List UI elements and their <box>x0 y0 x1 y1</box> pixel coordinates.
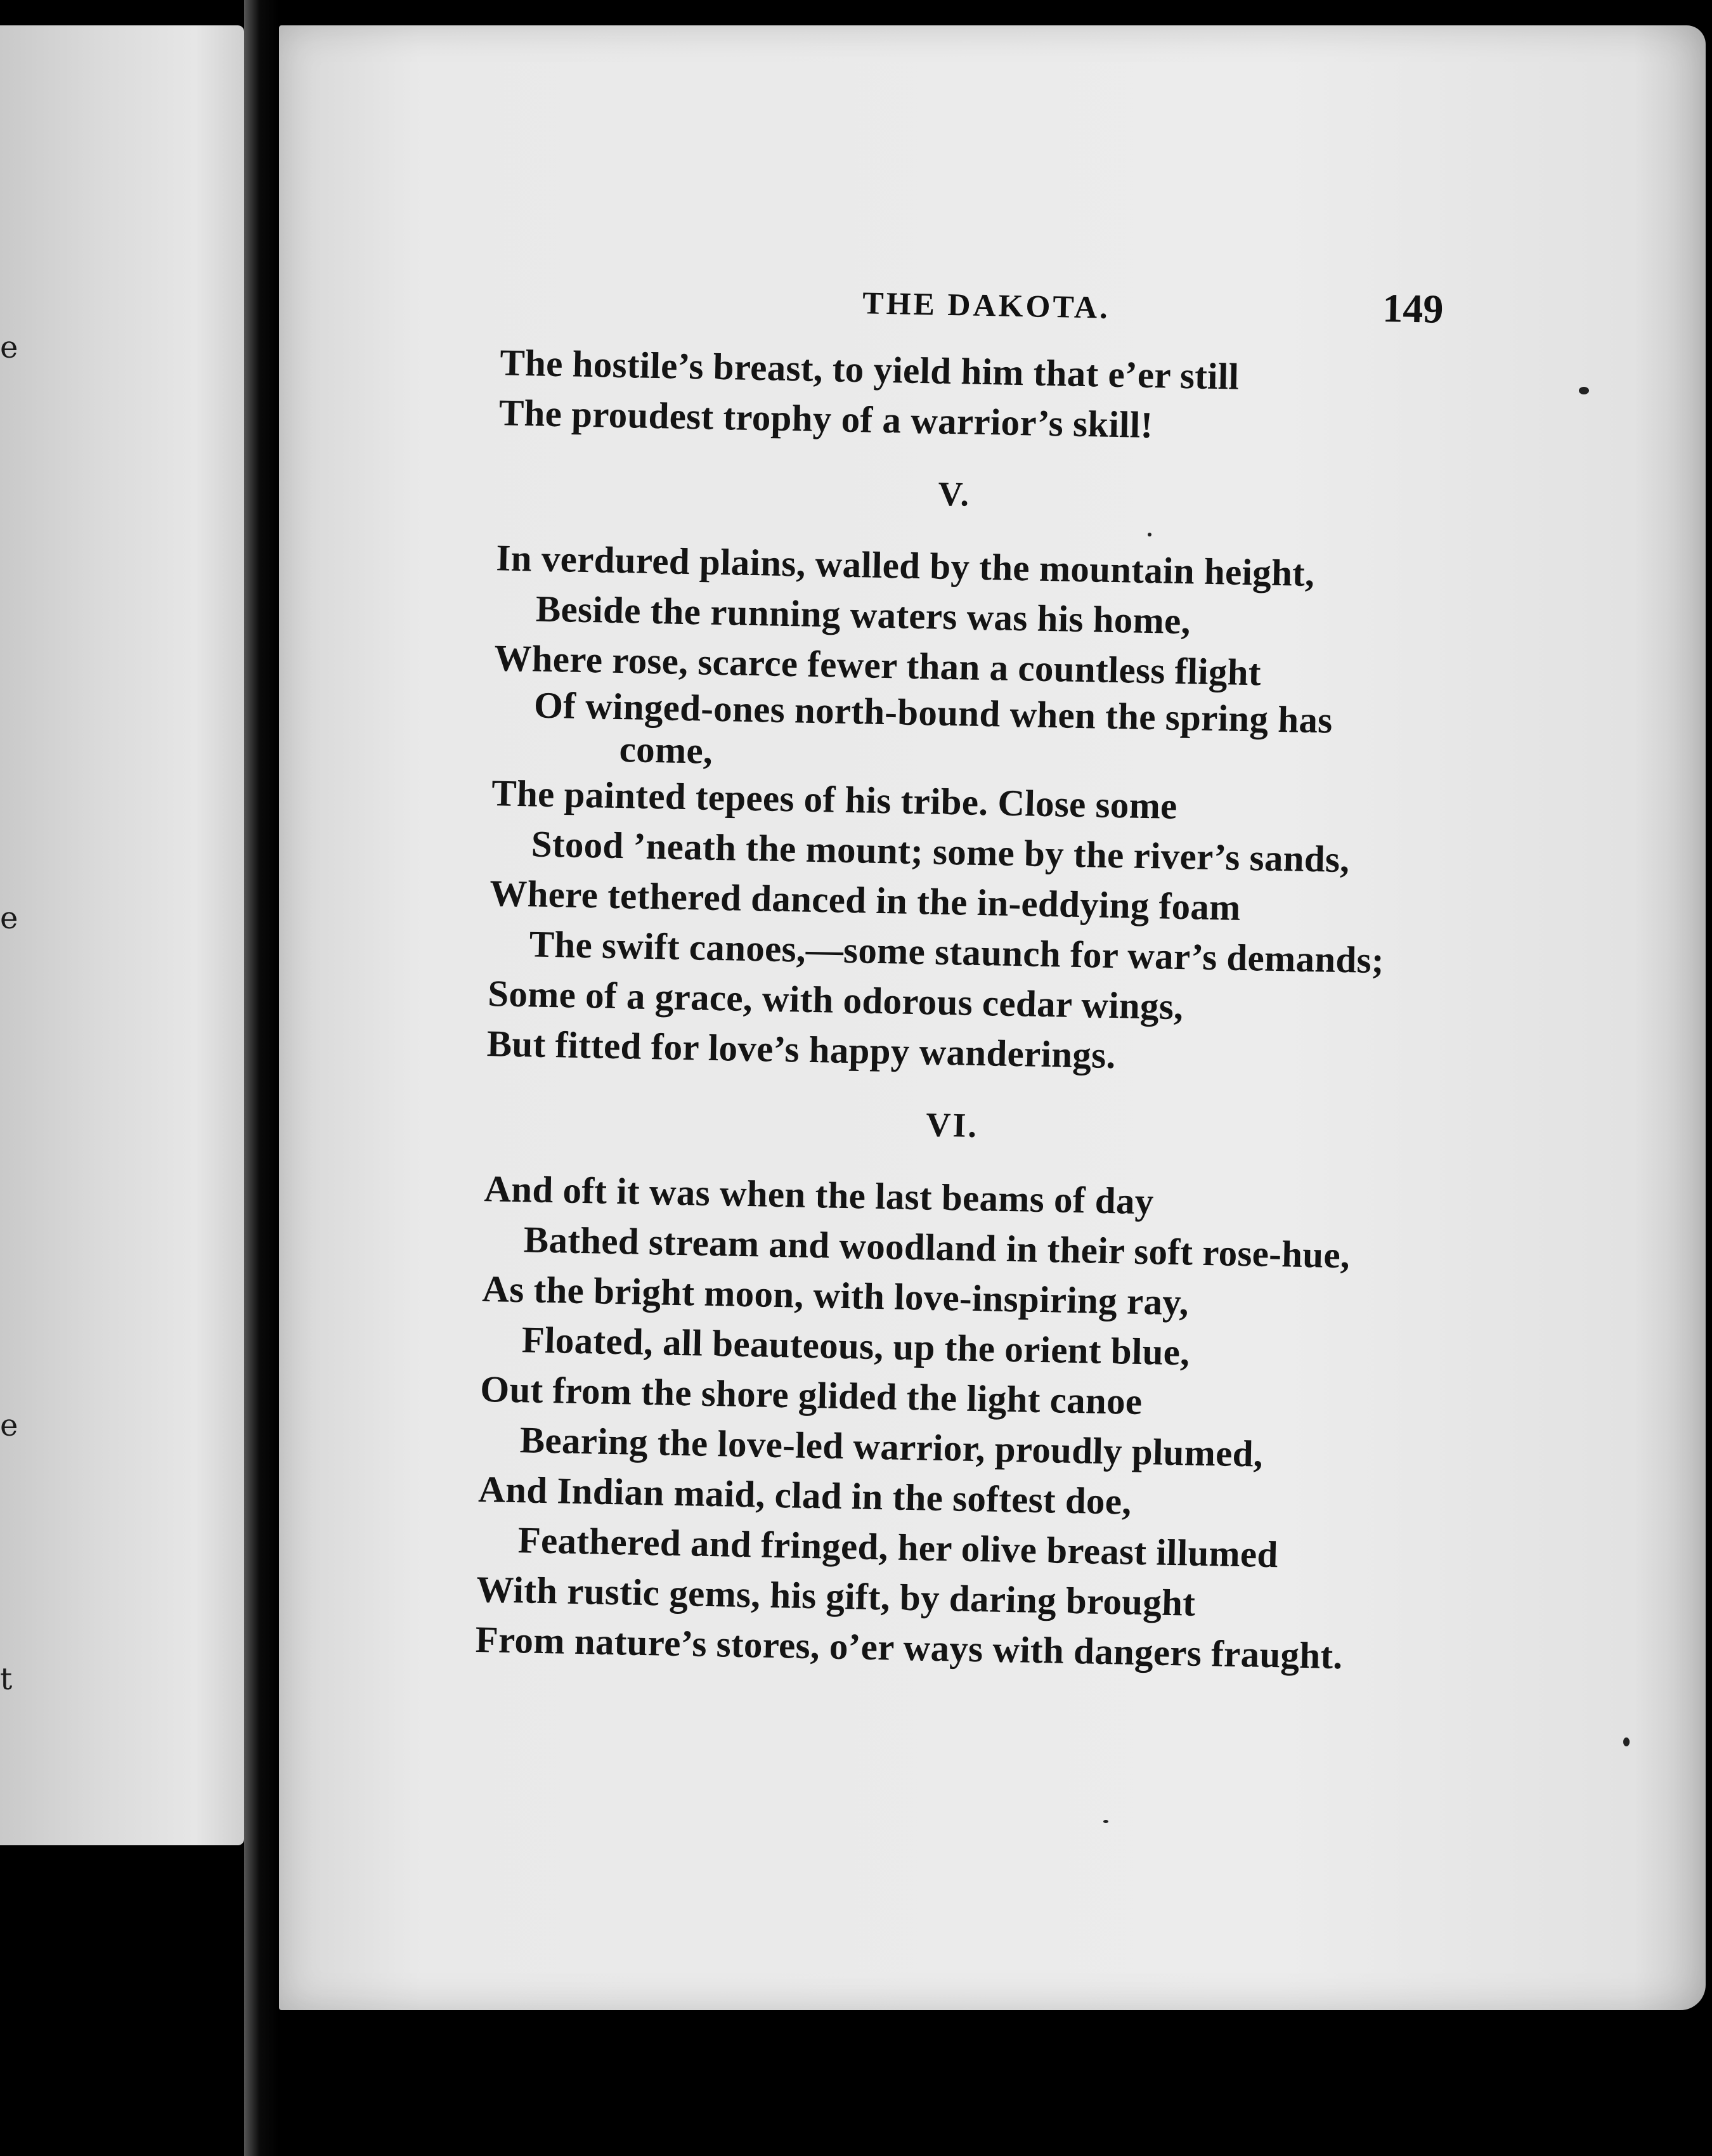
verse-line: Beside the running waters was his home, <box>535 587 1191 642</box>
verse-line: And Indian maid, clad in the softest doe, <box>477 1467 1132 1523</box>
verse-line: As the bright moon, with love-inspiring ray, <box>481 1268 1190 1323</box>
stanza-number: VI. <box>925 1105 979 1145</box>
stanza-number: V. <box>938 474 971 514</box>
previous-page-edge <box>0 25 244 1845</box>
left-page-fragment: e <box>0 900 18 936</box>
verse-line: From nature’s stores, o’er ways with dangers fraught. <box>475 1618 1344 1677</box>
verse-line: The proudest trophy of a warrior’s skill! <box>498 391 1154 446</box>
poem-text <box>475 337 1616 1685</box>
book-page <box>279 25 1706 2010</box>
page-content <box>259 13 1712 2025</box>
verse-line: But fitted for love’s happy wanderings. <box>486 1022 1117 1077</box>
scan-speck <box>1623 1737 1630 1746</box>
verse-line: In verdured plains, walled by the mountain height, <box>495 536 1315 595</box>
scan-speck <box>1579 387 1589 394</box>
scan-speck <box>1148 533 1151 536</box>
verse-line: Of winged-ones north-bound when the spring has <box>533 684 1333 741</box>
verse-line: Bearing the love-led warrior, proudly plumed, <box>519 1419 1264 1475</box>
left-page-fragment: e <box>0 1408 18 1443</box>
verse-line: Stood ’neath the mount; some by the river’s sands, <box>531 822 1350 881</box>
verse-line: Feathered and fringed, her olive breast illumed <box>517 1519 1279 1576</box>
left-page-fragment: e <box>0 330 18 365</box>
left-page-fragment: t <box>0 1661 13 1697</box>
verse-line: The hostile’s breast, to yield him that e’er still <box>499 341 1240 398</box>
verse-line: And oft it was when the last beams of day <box>483 1167 1155 1223</box>
verse-line: Where tethered danced in the in-eddying foam <box>489 872 1242 928</box>
verse-line: Some of a grace, with odorous cedar wings, <box>487 972 1184 1028</box>
verse-line: The painted tepees of his tribe. Close some <box>491 772 1178 827</box>
verse-line: With rustic gems, his gift, by daring brought <box>476 1568 1196 1624</box>
verse-line: Bathed stream and woodland in their soft rose-hue, <box>523 1218 1351 1276</box>
verse-line: The swift canoes,—some staunch for war’s demands; <box>529 923 1385 982</box>
scan-speck <box>1103 1820 1108 1823</box>
running-head: THE DAKOTA. <box>862 285 1111 325</box>
page-number: 149 <box>1382 285 1444 332</box>
verse-line: Floated, all beauteous, up the orient blue, <box>521 1318 1190 1373</box>
verse-line: Where rose, scarce fewer than a countless flight <box>493 637 1262 694</box>
verse-line-continuation: come, <box>619 728 713 772</box>
verse-line: Out from the shore glided the light canoe <box>479 1368 1143 1423</box>
